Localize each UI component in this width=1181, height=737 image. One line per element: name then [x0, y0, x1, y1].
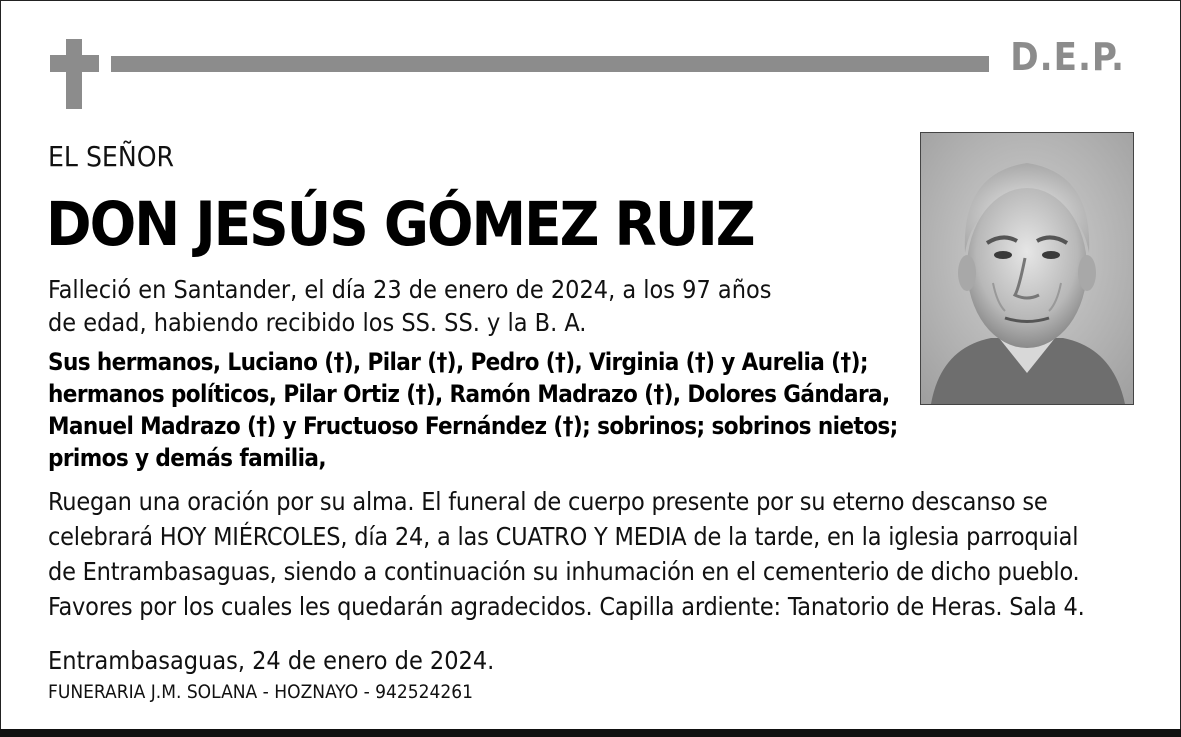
funeral-line: Ruegan una oración por su alma. El funeral de cuerpo presente por su eterno descanso se [48, 487, 1048, 516]
bottom-rule [0, 729, 1181, 737]
death-paragraph [48, 273, 771, 339]
dep-label: D.E.P. [1010, 35, 1125, 79]
family-line: hermanos políticos, Pilar Ortiz (†), Ramón Madrazo (†), Dolores Gándara, [48, 380, 890, 408]
portrait-photo [920, 132, 1134, 405]
family-line: primos y demás familia, [48, 444, 326, 472]
funeral-paragraph [48, 484, 1085, 624]
family-line: Manuel Madrazo (†) y Fructuoso Fernández (†); sobrinos; sobrinos nietos; [48, 412, 898, 440]
deceased-name: DON JESÚS GÓMEZ RUIZ [46, 189, 754, 260]
family-paragraph [48, 346, 898, 474]
place-date: Entrambasaguas, 24 de enero de 2024. [48, 646, 495, 675]
header-rule [111, 56, 989, 72]
funeral-line: Favores por los cuales les quedarán agradecidos. Capilla ardiente: Tanatorio de Heras. Sala 4. [48, 592, 1085, 621]
honorific: EL SEÑOR [48, 140, 175, 173]
death-line: de edad, habiendo recibido los SS. SS. y la B. A. [48, 308, 587, 337]
funeraria-info: FUNERARIA J.M. SOLANA - HOZNAYO - 942524261 [48, 681, 474, 703]
funeral-line: de Entrambasaguas, siendo a continuación su inhumación en el cementerio de dicho pueblo. [48, 557, 1080, 586]
death-line: Falleció en Santander, el día 23 de enero de 2024, a los 97 años [48, 275, 772, 304]
funeral-line: celebrará HOY MIÉRCOLES, día 24, a las CUATRO Y MEDIA de la tarde, en la iglesia parroquial [48, 522, 1079, 551]
family-line: Sus hermanos, Luciano (†), Pilar (†), Pedro (†), Virginia (†) y Aurelia (†); [48, 348, 868, 376]
